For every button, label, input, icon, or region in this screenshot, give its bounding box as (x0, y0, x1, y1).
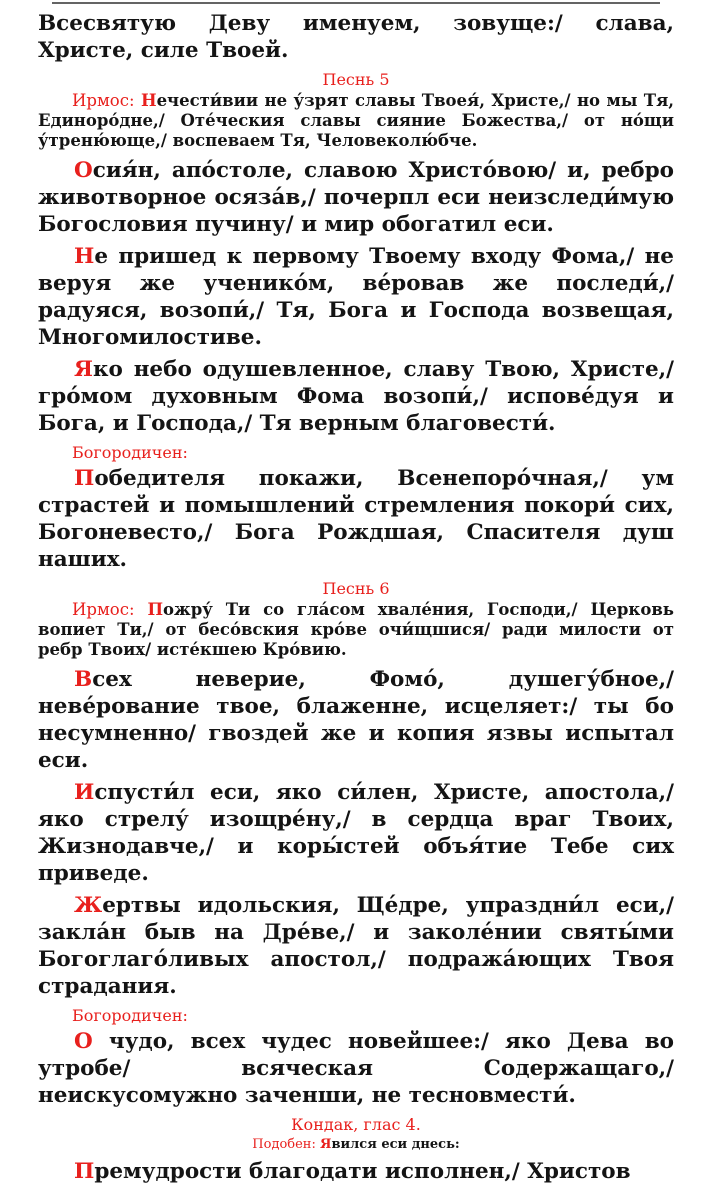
drop-cap: П (74, 1159, 95, 1184)
ode5-irmos: Ирмос: Нечести́вии не у́зрят славы Твоея́, Христе,/ но мы Тя, Единоро́дне,/ Оте́ческия славы сияние Божества,/ от но́щи у́треню́юще,/ воспеваем Тя, Человеколю́бче. (38, 91, 674, 150)
kontakion-text: Премудрости благодати исполнен,/ Христов (74, 1159, 631, 1184)
drop-cap: Я (320, 1137, 332, 1152)
ode6-troparion-3: Жертвы идольския, Ще́дре, упраздни́л еси,/ закла́н быв на Дре́ве,/ и заколе́нии святы́ми Богоглаго́ливых апостол,/ подража́ющих Твоя страдания. (38, 893, 674, 999)
podoben-label: Подобен: (252, 1137, 316, 1152)
ode5-troparion-3: Яко небо одушевленное, славу Твою, Христе,/ гро́мом духовным Фома возопи́,/ испове́дуя и Бога, и Господа,/ Тя верным благовести́. (38, 357, 674, 436)
drop-cap: Я (74, 357, 93, 382)
drop-cap: П (147, 600, 164, 619)
drop-cap: И (74, 780, 95, 805)
irmos-label: Ирмос: (72, 600, 135, 619)
ode5-theotokion: Победителя покажи, Всенепоро́чная,/ ум страстей и помышлений стремления покори́ сих, Богоневесто,/ Бога Рождшая, Спасителя душ наших. (38, 466, 674, 572)
ode6-theotokion: О чудо, всех чудес новейшее:/ яко Дева во утробе/ всяческая Содержащаго,/ неискусомужно заченши, не тесновмести́. (38, 1029, 674, 1108)
ode6-irmos: Ирмос: Пожру́ Ти со гла́сом хвале́ния, Господи,/ Церковь вопиет Ти,/ от бесо́вския кро́ве очи́щшися/ ради милости от ребр Твоих/ исте́кшею Кро́вию. (38, 600, 675, 659)
intro-stanza: Всесвятую Деву именуем, зовуще:/ слава, Христе, силе Твоей. (38, 11, 674, 63)
drop-cap: Н (74, 244, 95, 269)
kontakion-title: Кондак, глас 4. (291, 1115, 421, 1134)
drop-cap: Н (140, 91, 157, 110)
ode6-theotokion-label: Богородичен: (72, 1006, 188, 1025)
ode6-title: Песнь 6 (322, 579, 390, 598)
drop-cap: П (74, 466, 95, 491)
drop-cap: В (74, 667, 93, 692)
ode6-troparion-2: Испусти́л еси, яко си́лен, Христе, апостола,/ яко стрелу́ изощре́ну,/ в сердца враг Твоих, Жизнодавче,/ и коры́стей объя́тие Тебе сих приведе. (38, 780, 674, 886)
irmos-label: Ирмос: (72, 91, 135, 110)
drop-cap: О (74, 1029, 93, 1054)
ode6-troparion-1: Всех неверие, Фомо́, душегу́бное,/ неве́рование твое, блаженне, исцеляет:/ ты бо несумненно/ гвоздей же и копия язвы испытал еси. (38, 667, 674, 773)
drop-cap: Ж (74, 893, 103, 918)
ode5-troparion-1: Осия́н, апо́столе, славою Христо́вою/ и, ребро животворное осяза́в,/ почерпл еси неизследи́мую Богословия пучину/ и мир обогатил еси. (38, 158, 674, 237)
drop-cap: О (74, 158, 93, 183)
ode5-troparion-2: Не пришед к первому Твоему входу Фома,/ не веруя же ученико́м, ве́ровав же последи́,/ радуяся, возопи́,/ Тя, Бога и Господа возвещая, Многомилостиве. (38, 244, 674, 350)
liturgical-page (38, 2, 674, 1190)
top-divider (52, 2, 660, 4)
kontakion-podoben: Подобен: Явился еси днесь: (252, 1137, 460, 1152)
ode5-title: Песнь 5 (322, 70, 390, 89)
ode5-theotokion-label: Богородичен: (72, 443, 188, 462)
